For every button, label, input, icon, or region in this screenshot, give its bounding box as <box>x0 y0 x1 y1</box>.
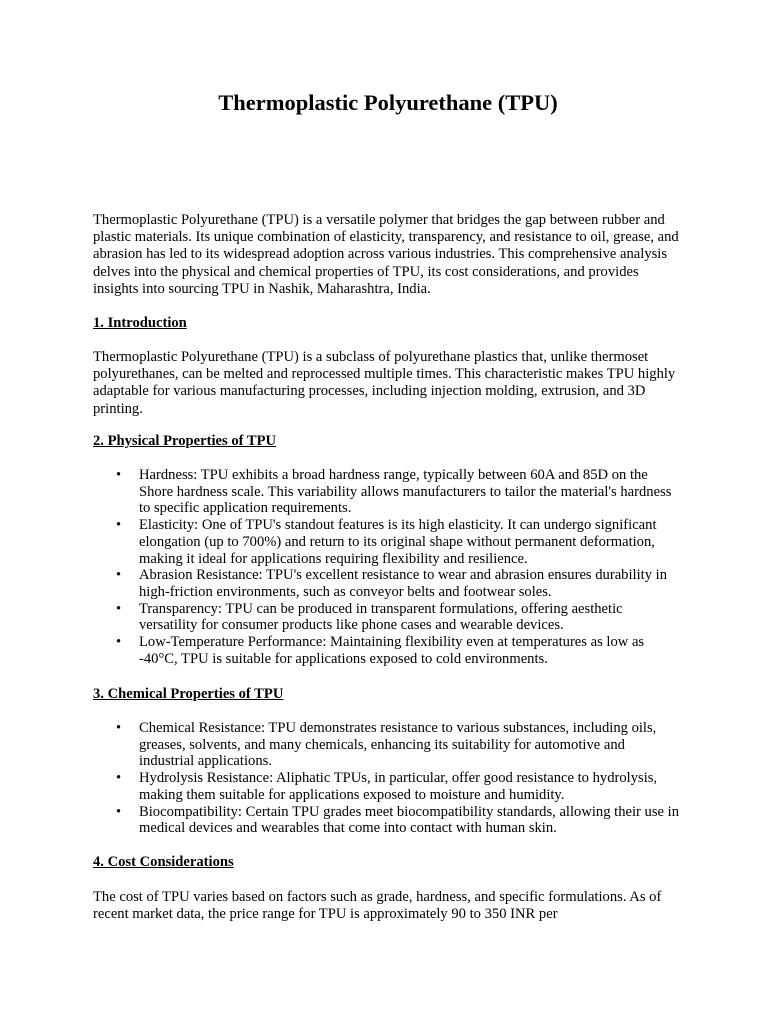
list-item <box>93 770 683 803</box>
list-item <box>93 804 683 837</box>
bullet-icon: • <box>116 634 122 651</box>
list-item-text: Elasticity: One of TPU's standout features is its high elasticity. It can undergo significant elongation (up to 700%) and return to its original shape without permanent deformation, making it ideal for applications requiring flexibility and resilience. <box>139 517 657 567</box>
physical-properties-list <box>93 467 683 667</box>
bullet-icon: • <box>116 770 122 787</box>
section-heading-introduction: 1. Introduction <box>93 315 187 331</box>
section-heading-chemical-properties: 3. Chemical Properties of TPU <box>93 686 284 702</box>
bullet-icon: • <box>116 600 122 617</box>
document-title: Thermoplastic Polyurethane (TPU) <box>218 90 558 115</box>
list-item <box>93 601 683 634</box>
list-item-text: Low-Temperature Performance: Maintaining flexibility even at temperatures as low as -40°C, TPU is suitable for applications exposed to cold environments. <box>139 634 645 667</box>
bullet-icon: • <box>116 567 122 584</box>
bullet-icon: • <box>116 803 122 820</box>
chemical-properties-list <box>93 720 683 837</box>
list-item <box>93 467 683 517</box>
list-item-text: Chemical Resistance: TPU demonstrates resistance to various substances, including oils, greases, solvents, and many chemicals, enhancing its suitability for automotive and industrial applications. <box>139 720 657 770</box>
section-heading-physical-properties: 2. Physical Properties of TPU <box>93 433 277 449</box>
list-item <box>93 517 683 567</box>
bullet-icon: • <box>116 467 122 483</box>
list-item <box>93 567 683 600</box>
list-item-text: Hardness: TPU exhibits a broad hardness range, typically between 60A and 85D on the Shore hardness scale. This variability allows manufacturers to tailor the material's hardness to specific application requirements. <box>139 467 672 517</box>
list-item-text: Hydrolysis Resistance: Aliphatic TPUs, in particular, offer good resistance to hydrolysis, making them suitable for applications exposed to moisture and humidity. <box>139 770 658 803</box>
section-paragraph-cost: The cost of TPU varies based on factors such as grade, hardness, and specific formulations. As of recent market data, the price range for TPU is approximately 90 to 350 INR per <box>93 889 662 923</box>
list-item <box>93 720 683 770</box>
list-item-text: Abrasion Resistance: TPU's excellent resistance to wear and abrasion ensures durability in high-friction environments, such as conveyor belts and footwear soles. <box>139 567 667 600</box>
list-item-text: Transparency: TPU can be produced in transparent formulations, offering aesthetic versatility for consumer products like phone cases and wearable devices. <box>139 600 623 634</box>
list-item-text: Biocompatibility: Certain TPU grades meet biocompatibility standards, allowing their use in medical devices and wearables that come into contact with human skin. <box>139 803 680 837</box>
section-heading-cost-considerations: 4. Cost Considerations <box>93 854 234 870</box>
section-paragraph-introduction: Thermoplastic Polyurethane (TPU) is a subclass of polyurethane plastics that, unlike thermoset polyurethanes, can be melted and reprocessed multiple times. This characteristic makes TPU highly adaptable for various manufacturing processes, including injection molding, extrusion, and 3D printing. <box>93 349 676 417</box>
bullet-icon: • <box>116 720 122 736</box>
list-item <box>93 634 683 667</box>
intro-paragraph: Thermoplastic Polyurethane (TPU) is a versatile polymer that bridges the gap between rubber and plastic materials. Its unique combination of elasticity, transparency, and resistance to oil, grease, and abrasion has led to its widespread adoption across various industries. This comprehensive analysis delves into the physical and chemical properties of TPU, its cost considerations, and provides insights into sourcing TPU in Nashik, Maharashtra, India. <box>93 212 679 297</box>
bullet-icon: • <box>116 517 122 534</box>
